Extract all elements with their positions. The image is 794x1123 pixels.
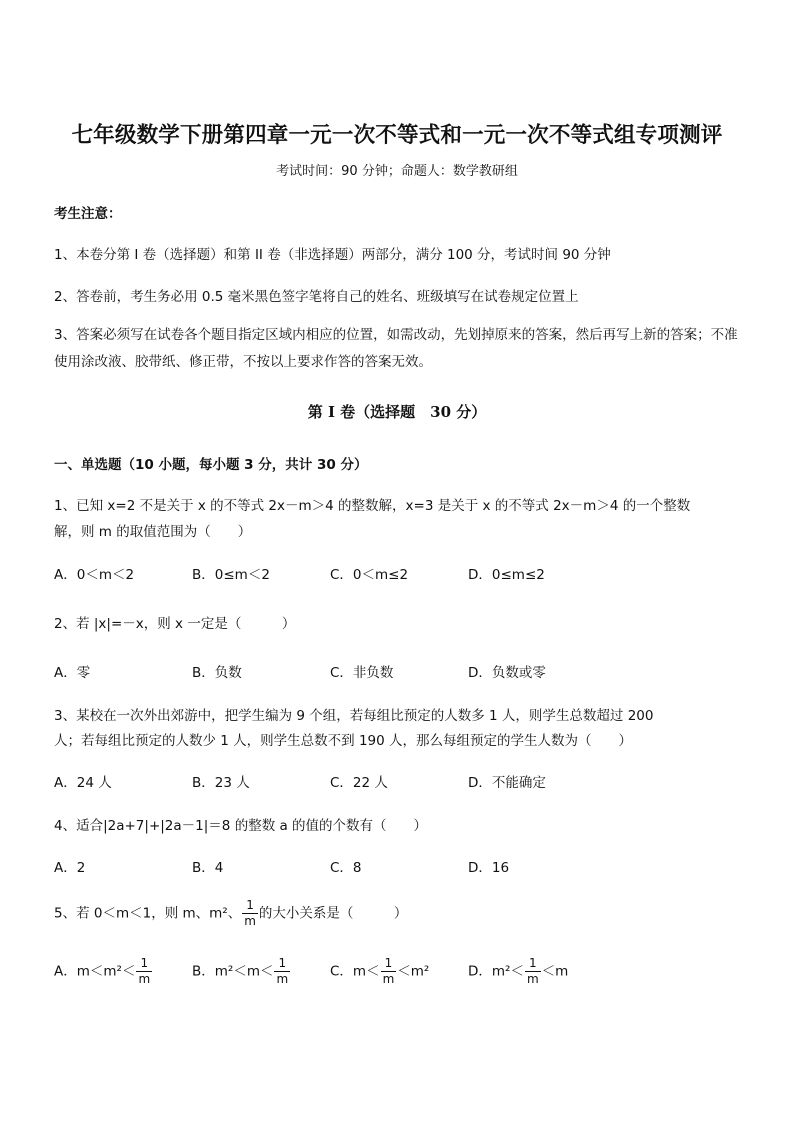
fraction-one-over-m <box>525 956 541 987</box>
question-1-number: 1、已知 <box>54 498 108 514</box>
document-title: 七年级数学下册第四章一元一次不等式和一元一次不等式组专项测评 <box>71 123 723 148</box>
question-1-option-b[interactable]: B．0≤m＜2 <box>192 567 270 583</box>
section-title: 第 I 卷（选择题 30 分） <box>307 403 487 421</box>
question-1-option-c[interactable]: C．0＜m≤2 <box>330 567 409 583</box>
part-heading: 一、单选题（10 小题，每小题 3 分，共计 30 分） <box>54 457 368 473</box>
fraction-one-over-m <box>274 956 290 987</box>
question-2-option-b[interactable]: B．负数 <box>192 665 242 681</box>
fraction-numerator: 1 <box>242 898 258 914</box>
question-5-stem <box>54 898 407 929</box>
question-4-stem: 4、适合|2a+7|+|2a－1|＝8 的整数 a 的值的个数有（ ） <box>54 818 428 834</box>
fraction-numerator: 1 <box>525 956 541 972</box>
question-1-line-2: 解，则 m 的取值范围为（ ） <box>54 524 252 540</box>
fraction-one-over-m <box>381 956 397 987</box>
question-4-option-c[interactable]: C．8 <box>330 860 362 876</box>
question-2-option-d[interactable]: D．负数或零 <box>468 665 546 681</box>
notice-heading: 考生注意： <box>54 206 122 222</box>
question-4-option-b[interactable]: B．4 <box>192 860 224 876</box>
fraction-numerator: 1 <box>136 956 152 972</box>
fraction-denominator: m <box>382 972 395 986</box>
option-d-text-end: ＜m <box>541 963 569 980</box>
question-5-stem-end: 的大小关系是（ ） <box>258 905 408 922</box>
question-5-option-a[interactable] <box>54 956 153 987</box>
fraction-numerator: 1 <box>274 956 290 972</box>
question-4-option-d[interactable]: D．16 <box>468 860 510 876</box>
question-3-option-b[interactable]: B．23 人 <box>192 775 250 791</box>
question-1-line-1 <box>54 494 690 514</box>
fraction-denominator: m <box>244 914 256 928</box>
question-3-option-a[interactable]: A．24 人 <box>54 775 112 791</box>
fraction-one-over-m <box>136 956 152 987</box>
question-1-stem: x=2 不是关于 x 的不等式 2x－m＞4 的整数解，x=3 是关于 x 的不等式 2x－m＞4 的一个整数 <box>107 498 691 514</box>
option-b-text: B．m²＜m＜ <box>192 963 274 980</box>
question-2-option-c[interactable]: C．非负数 <box>330 665 394 681</box>
question-1-option-a[interactable]: A．0＜m＜2 <box>54 567 135 583</box>
fraction-denominator: m <box>138 972 151 986</box>
notice-item-1: 1、本卷分第 I 卷（选择题）和第 II 卷（非选择题）两部分，满分 100 分，考试时间 90 分钟 <box>54 247 611 263</box>
question-1-option-d[interactable]: D．0≤m≤2 <box>468 567 545 583</box>
option-a-text: A．m＜m²＜ <box>54 963 136 980</box>
question-5-option-d[interactable] <box>468 956 568 987</box>
question-2-stem: 2、若 |x|=－x，则 x 一定是（ ） <box>54 616 296 632</box>
fraction-one-over-m <box>242 898 258 929</box>
option-d-text: D．m²＜ <box>468 963 524 980</box>
question-3-line-1: 3、某校在一次外出郊游中，把学生编为 9 个组，若每组比预定的人数多 1 人，则学生总数超过 200 <box>54 708 654 724</box>
question-3-option-c[interactable]: C．22 人 <box>330 775 388 791</box>
notice-item-2: 2、答卷前，考生务必用 0.5 毫米黑色签字笔将自己的姓名、班级填写在试卷规定位置上 <box>54 289 579 305</box>
option-c-text-end: ＜m² <box>397 963 430 980</box>
option-c-text: C．m＜ <box>330 963 380 980</box>
question-5-option-b[interactable] <box>192 956 291 987</box>
fraction-denominator: m <box>526 972 539 986</box>
question-4-option-a[interactable]: A．2 <box>54 860 86 876</box>
exam-info: 考试时间：90 分钟；命题人：数学教研组 <box>276 164 518 179</box>
question-5-stem-start: 5、若 0＜m＜1，则 m、m²、 <box>54 905 242 922</box>
notice-item-3: 3、答案必须写在试卷各个题目指定区域内相应的位置，如需改动，先划掉原来的答案，然后再写上新的答案；不准使用涂改液、胶带纸、修正带，不按以上要求作答的答案无效。 <box>54 327 738 370</box>
question-3-line-2: 人；若每组比预定的人数少 1 人，则学生总数不到 190 人，那么每组预定的学生人数为（ ） <box>54 733 633 749</box>
question-5-option-c[interactable] <box>330 956 429 987</box>
fraction-numerator: 1 <box>381 956 397 972</box>
fraction-denominator: m <box>276 972 289 986</box>
question-2-option-a[interactable]: A．零 <box>54 665 91 681</box>
question-3-option-d[interactable]: D．不能确定 <box>468 775 546 791</box>
